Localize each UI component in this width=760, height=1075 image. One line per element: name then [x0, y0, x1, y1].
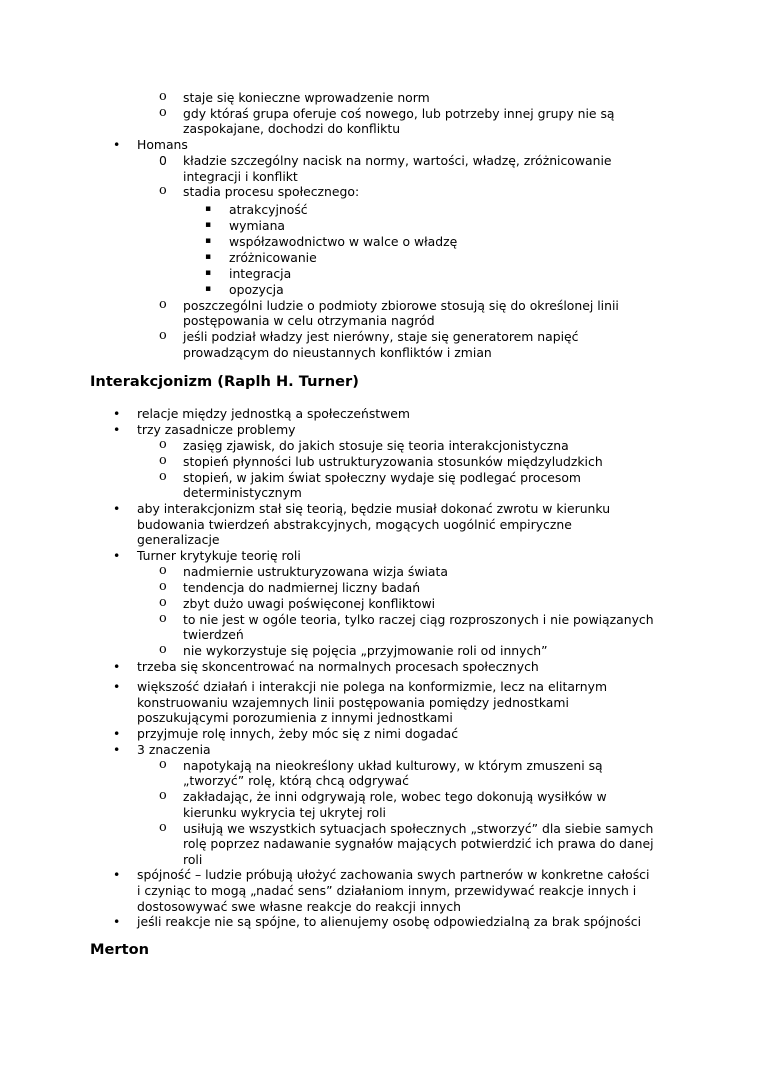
bullet-icon: •: [113, 501, 121, 516]
list-item-continuation: deterministycznym: [183, 485, 302, 500]
square-bullet-icon: ▪: [205, 236, 212, 246]
circle-bullet-icon: o: [159, 469, 167, 484]
list-item: staje się konieczne wprowadzenie norm: [183, 90, 430, 105]
bullet-icon: •: [113, 679, 121, 694]
bullet-icon: •: [113, 659, 121, 674]
list-item: stopień płynności lub ustrukturyzowania stosunków międzyludzkich: [183, 454, 603, 469]
list-item-continuation: postępowania w celu otrzymania nagród: [183, 313, 435, 328]
list-item-continuation: budowania twierdzeń abstrakcyjnych, mogących uogólnić empiryczne: [137, 517, 572, 532]
section-heading-turner: Interakcjonizm (Raplh H. Turner): [90, 373, 359, 390]
zero-bullet-icon: 0: [159, 153, 167, 168]
bullet-icon: •: [113, 914, 121, 929]
list-item: napotykają na nieokreślony układ kulturowy, w którym zmuszeni są: [183, 758, 603, 773]
list-item: zakładając, że inni odgrywają role, wobec tego dokonują wysiłków w: [183, 789, 607, 804]
square-bullet-icon: ▪: [205, 204, 212, 214]
bullet-icon: •: [113, 137, 121, 152]
list-item: aby interakcjonizm stał się teorią, będzie musiał dokonać zwrotu w kierunku: [137, 501, 611, 516]
circle-bullet-icon: o: [159, 183, 167, 198]
stage-item: zróżnicowanie: [229, 250, 317, 265]
list-item: gdy któraś grupa oferuje coś nowego, lub potrzeby innej grupy nie są: [183, 106, 615, 121]
list-item: zbyt dużo uwagi poświęconej konfliktowi: [183, 596, 436, 611]
bullet-icon: •: [113, 548, 121, 563]
list-item-continuation: kierunku wykrycia tej ukrytej roli: [183, 805, 386, 820]
circle-bullet-icon: o: [159, 328, 167, 343]
list-item: jeśli podział władzy jest nierówny, staje się generatorem napięć: [183, 329, 579, 344]
bullet-icon: •: [113, 726, 121, 741]
list-item: większość działań i interakcji nie polega na konformizmie, lecz na elitarnym: [137, 679, 608, 694]
circle-bullet-icon: o: [159, 563, 167, 578]
stage-item: opozycja: [229, 282, 284, 297]
list-item: spójność – ludzie próbują ułożyć zachowania swych partnerów w konkretne całości: [137, 867, 650, 882]
list-item: nadmiernie ustrukturyzowana wizja świata: [183, 564, 448, 579]
bullet-icon: •: [113, 406, 121, 421]
list-item-continuation: generalizacje: [137, 532, 220, 547]
circle-bullet-icon: o: [159, 105, 167, 120]
circle-bullet-icon: o: [159, 611, 167, 626]
circle-bullet-icon: o: [159, 297, 167, 312]
list-item: zasięg zjawisk, do jakich stosuje się teoria interakcjonistyczna: [183, 438, 569, 453]
circle-bullet-icon: o: [159, 820, 167, 835]
circle-bullet-icon: o: [159, 453, 167, 468]
list-item: stadia procesu społecznego:: [183, 184, 360, 199]
stage-item: wymiana: [229, 218, 286, 233]
list-item-continuation: zaspokajane, dochodzi do konfliktu: [183, 121, 401, 136]
square-bullet-icon: ▪: [205, 268, 212, 278]
stage-item: integracja: [229, 266, 292, 281]
list-item-continuation: „tworzyć” rolę, którą chcą odgrywać: [183, 773, 409, 788]
list-item: stopień, w jakim świat społeczny wydaje się podlegać procesom: [183, 470, 581, 485]
list-item: usiłują we wszystkich sytuacjach społecznych „stworzyć” dla siebie samych: [183, 821, 654, 836]
stage-item: współzawodnictwo w walce o władzę: [229, 234, 458, 249]
bullet-icon: •: [113, 867, 121, 882]
list-item: trzy zasadnicze problemy: [137, 422, 296, 437]
list-item: kładzie szczególny nacisk na normy, wartości, władzę, zróżnicowanie: [183, 153, 612, 168]
list-item-continuation: twierdzeń: [183, 627, 244, 642]
list-item-continuation: integracji i konflikt: [183, 169, 298, 184]
list-item-continuation: prowadzącym do nieustannych konfliktów i zmian: [183, 345, 492, 360]
list-item: nie wykorzystuje się pojęcia „przyjmowanie roli od innych”: [183, 643, 548, 658]
bullet-icon: •: [113, 742, 121, 757]
list-item: przyjmuje rolę innych, żeby móc się z nimi dogadać: [137, 726, 459, 741]
list-item-continuation: poszukującymi porozumienia z innymi jednostkami: [137, 710, 453, 725]
bullet-icon: •: [113, 422, 121, 437]
list-item-continuation: rolę poprzez nadawanie sygnałów mających potwierdzić ich prawa do danej: [183, 836, 654, 851]
list-item: relacje między jednostką a społeczeństwem: [137, 406, 410, 421]
list-item-continuation: dostosowywać swe własne reakcje do reakcji innych: [137, 899, 462, 914]
list-item: 3 znaczenia: [137, 742, 211, 757]
circle-bullet-icon: o: [159, 437, 167, 452]
circle-bullet-icon: o: [159, 788, 167, 803]
circle-bullet-icon: o: [159, 642, 167, 657]
list-item: jeśli reakcje nie są spójne, to alienujemy osobę odpowiedzialną za brak spójności: [137, 914, 642, 929]
square-bullet-icon: ▪: [205, 252, 212, 262]
list-item: to nie jest w ogóle teoria, tylko raczej ciąg rozproszonych i nie powiązanych: [183, 612, 654, 627]
circle-bullet-icon: o: [159, 595, 167, 610]
list-item: Turner krytykuje teorię roli: [137, 548, 301, 563]
list-item-continuation: roli: [183, 852, 203, 867]
square-bullet-icon: ▪: [205, 284, 212, 294]
stage-item: atrakcyjność: [229, 202, 308, 217]
list-item-homans: Homans: [137, 137, 188, 152]
list-item: poszczególni ludzie o podmioty zbiorowe stosują się do określonej linii: [183, 298, 619, 313]
square-bullet-icon: ▪: [205, 220, 212, 230]
list-item: trzeba się skoncentrować na normalnych procesach społecznych: [137, 659, 539, 674]
circle-bullet-icon: o: [159, 757, 167, 772]
circle-bullet-icon: o: [159, 89, 167, 104]
list-item-continuation: i czyniąc to mogą „nadać sens” działaniom innym, przewidywać reakcje innych i: [137, 883, 637, 898]
list-item: tendencja do nadmiernej liczny badań: [183, 580, 421, 595]
section-heading-merton: Merton: [90, 941, 150, 958]
circle-bullet-icon: o: [159, 579, 167, 594]
list-item-continuation: konstruowaniu wzajemnych linii postępowania pomiędzy jednostkami: [137, 695, 569, 710]
